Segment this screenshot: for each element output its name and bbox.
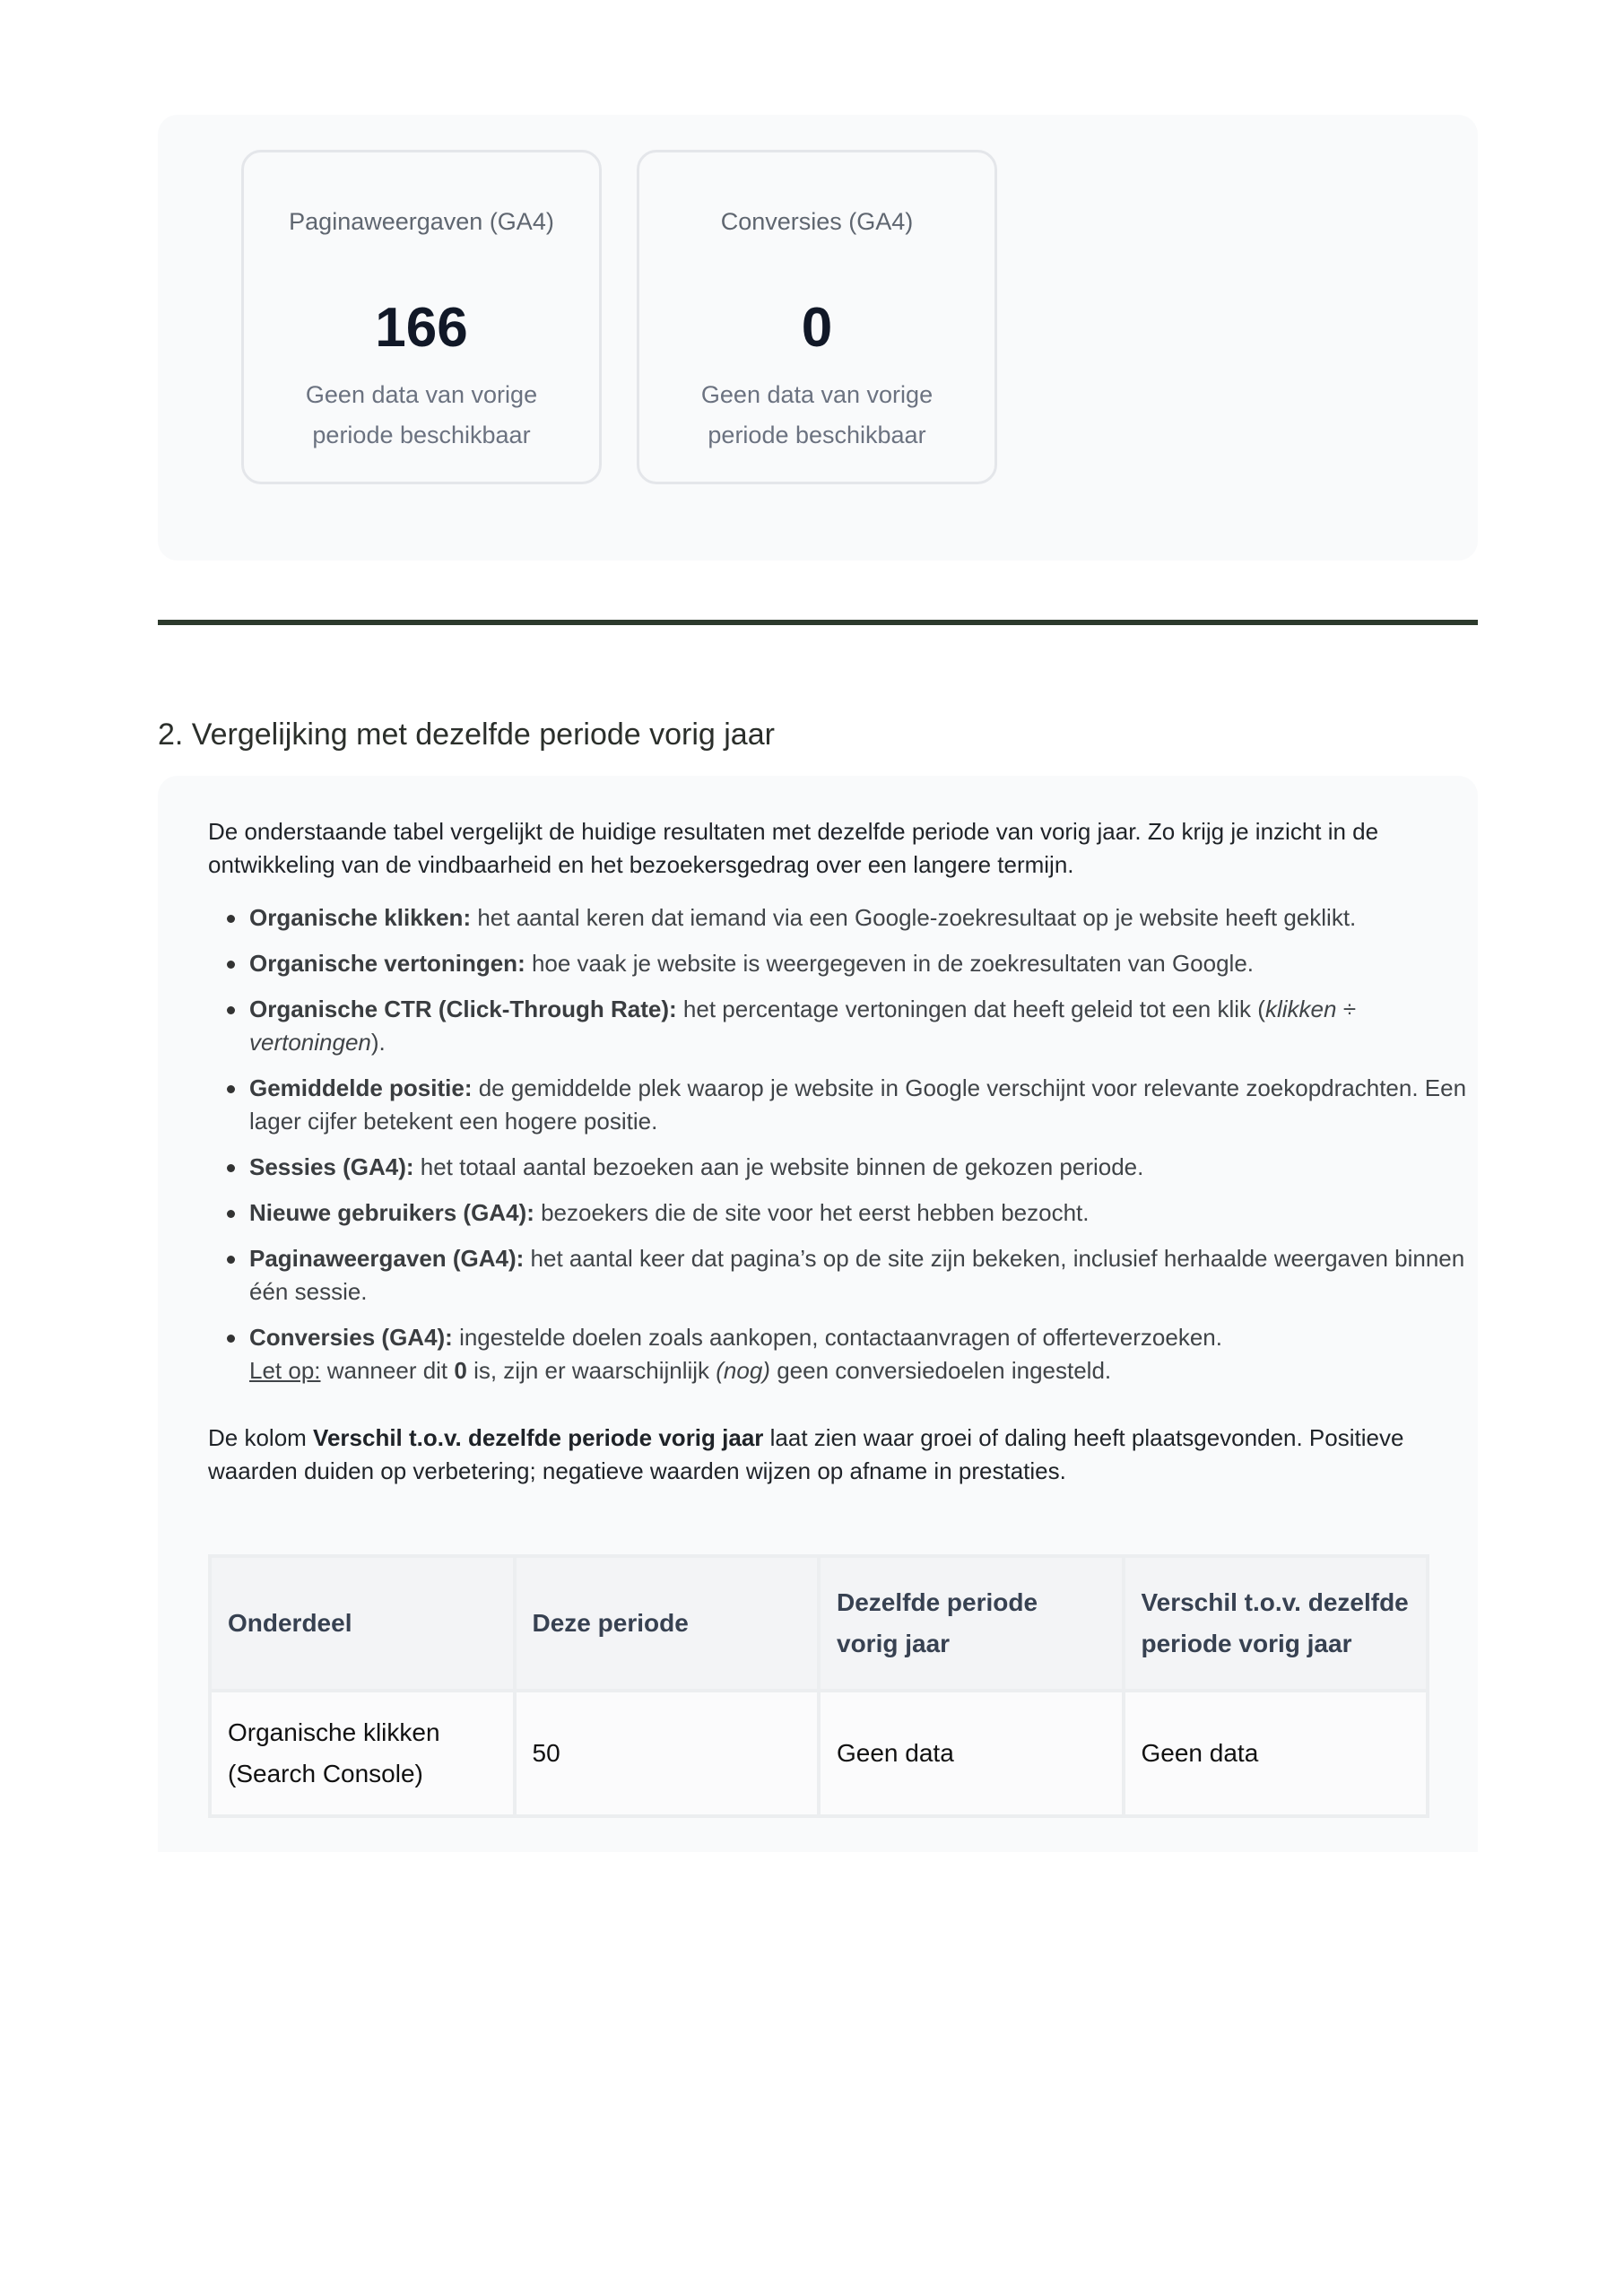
note-label: Let op: [249, 1357, 321, 1384]
table-row [212, 1692, 1426, 1814]
formula: klikken ÷ vertoningen [249, 996, 1356, 1056]
kpi-label: Paginaweergaven (GA4) [289, 208, 554, 235]
kpi-card-conversions [637, 150, 997, 484]
kpi-card-pageviews [241, 150, 602, 484]
list-item [249, 993, 1487, 1059]
kpi-label: Conversies (GA4) [720, 208, 914, 235]
term: Conversies (GA4): [249, 1324, 453, 1351]
list-item [249, 1151, 1487, 1184]
definition: het percentage vertoningen dat heeft geleid tot een klik ( [676, 996, 1265, 1022]
note-italic: (nog) [716, 1357, 770, 1384]
kpi-panel [158, 115, 1478, 561]
term: Paginaweergaven (GA4): [249, 1245, 525, 1272]
table-cell: Geen data [821, 1692, 1122, 1814]
column-header: Verschil t.o.v. dezelfde periode vorig jaar [1125, 1558, 1427, 1689]
term: Sessies (GA4): [249, 1153, 414, 1180]
note-text: geen conversiedoelen ingesteld. [769, 1357, 1112, 1384]
table-cell: Geen data [1125, 1692, 1427, 1814]
term: Organische klikken: [249, 904, 472, 931]
definition: ingestelde doelen zoals aankopen, contactaanvragen of offerteverzoeken. [452, 1324, 1222, 1351]
definition: de gemiddelde plek waarop je website in Google verschijnt voor relevante zoekopdrachten. Een lager cijfer betekent een hogere positie. [249, 1074, 1467, 1135]
definition: hoe vaak je website is weergegeven in de zoekresultaten van Google. [525, 950, 1255, 977]
note-text: is, zijn er waarschijnlijk [466, 1357, 716, 1384]
definition: het totaal aantal bezoeken aan je website binnen de gekozen periode. [413, 1153, 1144, 1180]
list-item [249, 1196, 1487, 1230]
definition: het aantal keren dat iemand via een Google-zoekresultaat op je website heeft geklikt. [471, 904, 1357, 931]
definition-end: ). [370, 1029, 386, 1056]
list-item [249, 1321, 1487, 1387]
term: Nieuwe gebruikers (GA4): [249, 1199, 534, 1226]
outro-paragraph [208, 1422, 1437, 1488]
table-header-row [212, 1558, 1426, 1689]
definition: het aantal keer dat pagina’s op de site zijn bekeken, inclusief herhaalde weergaven binnen één sessie. [249, 1245, 1465, 1305]
column-header: Deze periode [517, 1558, 818, 1689]
comparison-table [208, 1554, 1429, 1818]
section-divider [158, 620, 1478, 625]
kpi-value: 0 [801, 297, 833, 359]
comparison-panel [158, 776, 1478, 1852]
list-item [249, 947, 1487, 980]
definitions-list [208, 901, 1487, 1400]
term: Organische CTR (Click-Through Rate): [249, 996, 677, 1022]
kpi-value: 166 [375, 297, 468, 359]
column-header: Dezelfde periode vorig jaar [821, 1558, 1122, 1689]
outro-bold: Verschil t.o.v. dezelfde periode vorig jaar [313, 1424, 764, 1451]
note-bold: 0 [454, 1357, 467, 1384]
column-header: Onderdeel [212, 1558, 513, 1689]
list-item [249, 1072, 1487, 1138]
list-item [249, 1242, 1487, 1309]
table-cell: 50 [517, 1692, 818, 1814]
definition: bezoekers die de site voor het eerst hebben bezocht. [534, 1199, 1090, 1226]
outro-text: De kolom [208, 1424, 314, 1451]
intro-paragraph: De onderstaande tabel vergelijkt de huidige resultaten met dezelfde periode van vorig jaar. Zo krijg je inzicht in de ontwikkeling van de vindbaarheid en het bezoekersgedrag over een langere termijn. [208, 818, 1379, 878]
kpi-note: Geen data van vorige periode beschikbaar [700, 381, 934, 448]
outro-text: laat zien waar groei of daling heeft plaatsgevonden. Positieve waarden duiden op verbetering; negatieve waarden wijzen op afname in prestaties. [208, 1424, 1404, 1484]
list-item [249, 901, 1487, 935]
table-cell: Organische klikken (Search Console) [212, 1692, 513, 1814]
section-heading: 2. Vergelijking met dezelfde periode vorig jaar [158, 718, 775, 752]
note-text: wanneer dit [320, 1357, 455, 1384]
kpi-note: Geen data van vorige periode beschikbaar [305, 381, 538, 448]
term: Gemiddelde positie: [249, 1074, 473, 1101]
term: Organische vertoningen: [249, 950, 525, 977]
